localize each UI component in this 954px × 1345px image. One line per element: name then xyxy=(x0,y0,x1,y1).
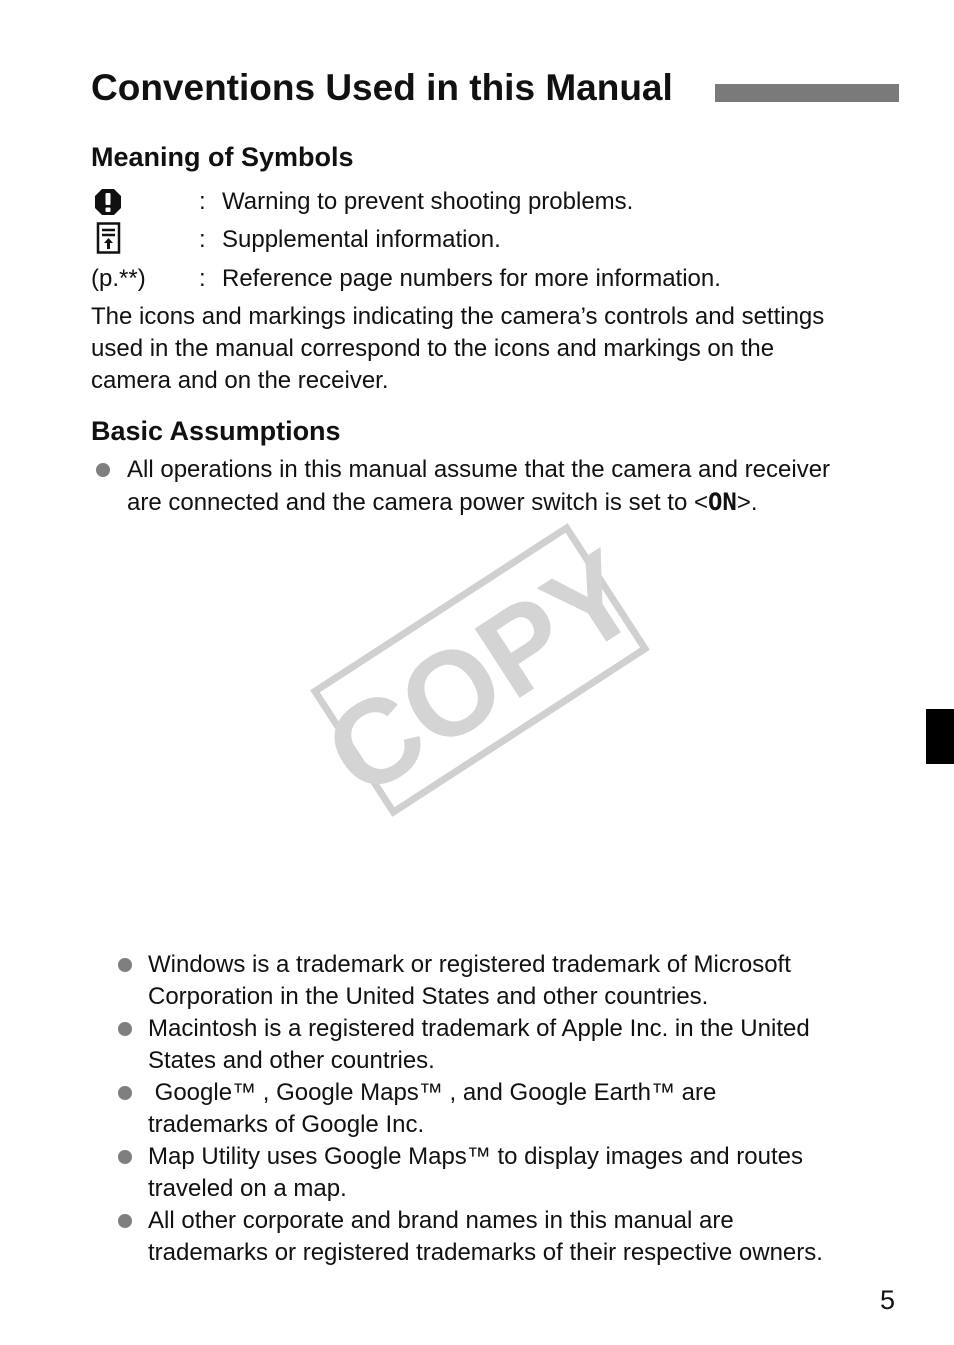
page-number: 5 xyxy=(880,1285,896,1315)
copy-watermark xyxy=(300,520,660,820)
note-icon xyxy=(96,222,122,254)
trademark-line: Windows is a trademark or registered trademark of Microsoft xyxy=(148,951,791,978)
symbols-heading: Meaning of Symbols xyxy=(91,142,354,172)
trademark-line: trademarks or registered trademarks of their respective owners. xyxy=(148,1239,823,1266)
symbol-definition-supplemental: Supplemental information. xyxy=(222,226,501,253)
power-on-label: ON xyxy=(707,488,737,516)
caution-icon xyxy=(94,188,122,216)
bullet-dot xyxy=(118,1214,132,1228)
trademark-line: Map Utility uses Google Maps™ to display images and routes xyxy=(148,1143,803,1170)
trademark-line: Google™ , Google Maps™ , and Google Earth™ are xyxy=(148,1079,717,1106)
symbols-paragraph-line: camera and on the receiver. xyxy=(91,367,389,394)
symbols-paragraph-line: The icons and markings indicating the camera’s controls and settings xyxy=(91,303,825,330)
watermark-text: COPY xyxy=(303,524,660,820)
assumptions-heading: Basic Assumptions xyxy=(91,416,341,446)
bullet-dot xyxy=(118,1022,132,1036)
symbol-colon: : xyxy=(199,226,206,253)
symbol-colon: : xyxy=(199,188,206,215)
trademark-line: States and other countries. xyxy=(148,1047,435,1074)
page-reference-symbol: (p.**) xyxy=(91,265,146,292)
chapter-tab xyxy=(926,709,954,764)
bullet-dot xyxy=(96,463,110,477)
symbols-paragraph-line: used in the manual correspond to the icons and markings on the xyxy=(91,335,775,362)
trademark-line: trademarks of Google Inc. xyxy=(148,1111,425,1138)
trademark-line: Macintosh is a registered trademark of Apple Inc. in the United xyxy=(148,1015,810,1042)
symbol-definition-reference: Reference page numbers for more information. xyxy=(222,265,721,292)
assumption-line: All operations in this manual assume that the camera and receiver xyxy=(127,456,831,483)
page-title: Conventions Used in this Manual xyxy=(91,67,673,108)
assumption-text: are connected and the camera power switch is set to < xyxy=(127,489,708,516)
trademark-line: Corporation in the United States and other countries. xyxy=(148,983,709,1010)
assumption-line xyxy=(127,486,758,519)
bullet-dot xyxy=(118,958,132,972)
trademark-line: All other corporate and brand names in this manual are xyxy=(148,1207,734,1234)
trademark-line: traveled on a map. xyxy=(148,1175,347,1202)
bullet-dot xyxy=(118,1150,132,1164)
symbol-colon: : xyxy=(199,265,206,292)
title-rule xyxy=(715,84,899,102)
assumption-text: >. xyxy=(736,489,758,516)
bullet-dot xyxy=(118,1086,132,1100)
symbol-definition-warning: Warning to prevent shooting problems. xyxy=(222,188,634,215)
